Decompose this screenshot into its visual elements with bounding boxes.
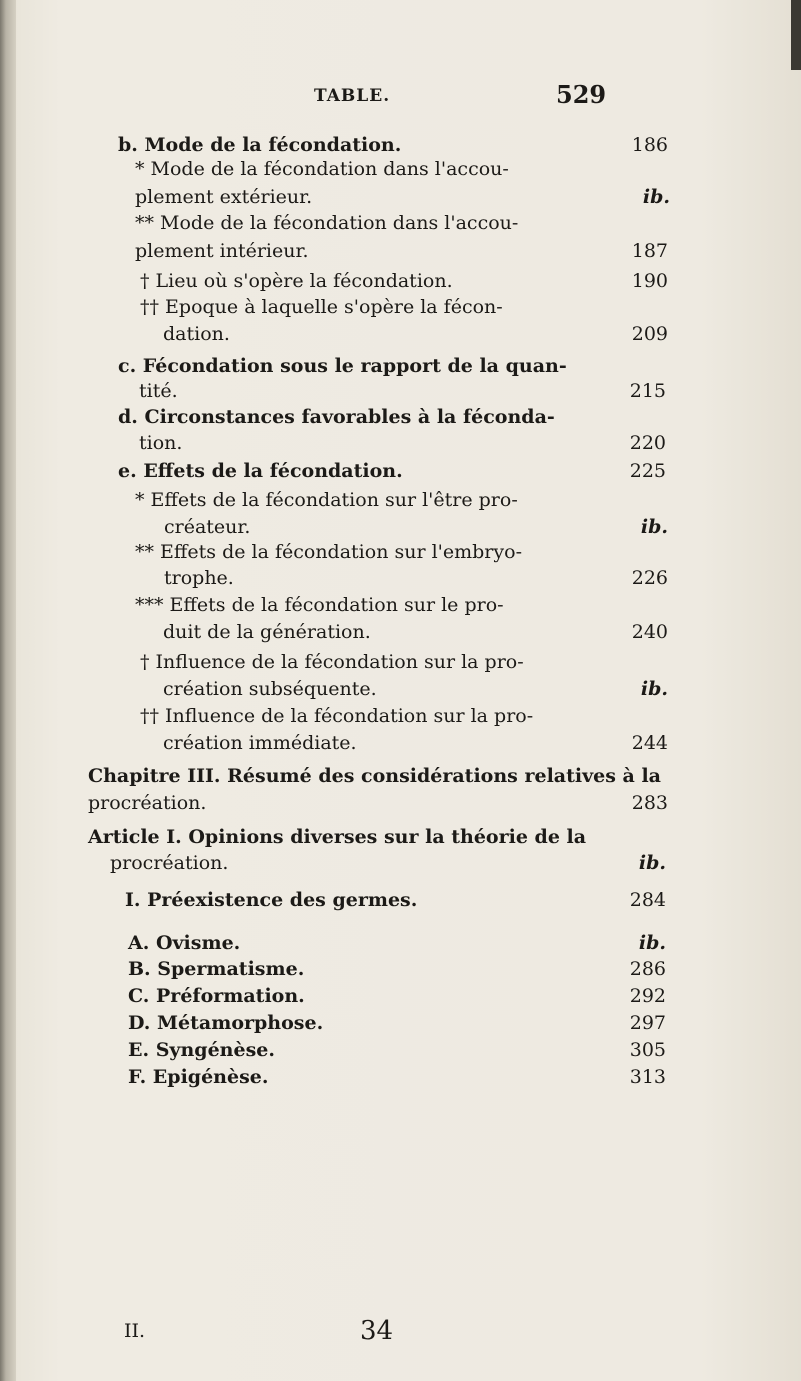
running-head	[0, 80, 801, 116]
toc-entry-text: Article I. Opinions diverses sur la théorie de la	[88, 826, 587, 848]
signature-number: 34	[360, 1316, 394, 1346]
toc-entry-text: procréation.	[88, 792, 207, 814]
toc-entry-page: 225	[629, 460, 666, 482]
toc-entry-page: 286	[629, 958, 666, 980]
toc-entry	[0, 889, 801, 919]
toc-entry-text: †† Epoque à laquelle s'opère la fécon-	[140, 296, 503, 318]
toc-entry-page: 190	[631, 270, 668, 292]
toc-entry-page: 220	[629, 432, 666, 454]
toc-entry	[0, 852, 801, 882]
toc-entry	[0, 489, 801, 519]
toc-entry-page: 284	[629, 889, 666, 911]
toc-entry	[0, 621, 801, 651]
toc-entry-text: C. Préformation.	[128, 985, 305, 1007]
toc-entry-text: e. Effets de la fécondation.	[118, 460, 403, 482]
toc-entry-text: tité.	[139, 380, 178, 402]
running-head-title: TABLE.	[314, 86, 391, 106]
toc-entry-text: tion.	[139, 432, 183, 454]
toc-entry	[0, 678, 801, 708]
toc-entry-page: 292	[629, 985, 666, 1007]
toc-entry	[0, 732, 801, 762]
toc-entry-text: ** Mode de la fécondation dans l'accou-	[135, 212, 519, 234]
toc-entry-page: 297	[629, 1012, 666, 1034]
toc-entry	[0, 792, 801, 822]
toc-entry	[0, 240, 801, 270]
toc-entry-page: 244	[631, 732, 668, 754]
toc-entry-text: créateur.	[164, 516, 251, 538]
toc-entry-text: b. Mode de la fécondation.	[118, 134, 402, 156]
toc-entry-text: *** Effets de la fécondation sur le pro-	[135, 594, 504, 616]
toc-entry-text: procréation.	[110, 852, 229, 874]
toc-entry-text: † Lieu où s'opère la fécondation.	[140, 270, 453, 292]
toc-entry-page: ib.	[638, 852, 666, 874]
toc-entry-page: ib.	[638, 932, 666, 954]
toc-entry-text: création immédiate.	[163, 732, 357, 754]
toc-entry-text: duit de la génération.	[163, 621, 371, 643]
toc-entry-text: c. Fécondation sous le rapport de la quan-	[118, 355, 567, 377]
page-corner-shadow	[791, 0, 801, 70]
running-head-page-number: 529	[556, 80, 607, 109]
toc-entry-text: † Influence de la fécondation sur la pro-	[140, 651, 524, 673]
toc-entry-page: 209	[631, 323, 668, 345]
toc-entry-page: 186	[631, 134, 668, 156]
toc-entry-page: ib.	[640, 516, 668, 538]
toc-entry-page: 226	[631, 567, 668, 589]
toc-entry-text: plement extérieur.	[135, 186, 313, 208]
toc-entry	[0, 460, 801, 490]
toc-entry	[0, 158, 801, 188]
toc-entry	[0, 594, 801, 624]
toc-entry-page: ib.	[642, 186, 670, 208]
toc-entry-page: 313	[629, 1066, 666, 1088]
toc-entry-text: †† Influence de la fécondation sur la pro-	[140, 705, 534, 727]
toc-entry	[0, 1039, 801, 1069]
toc-entry	[0, 567, 801, 597]
toc-entry	[0, 705, 801, 735]
toc-entry-page: 283	[631, 792, 668, 814]
toc-entry-text: dation.	[163, 323, 230, 345]
toc-entry-page: 240	[631, 621, 668, 643]
toc-entry	[0, 651, 801, 681]
toc-entry-text: d. Circonstances favorables à la féconda-	[118, 406, 555, 428]
toc-entry	[0, 958, 801, 988]
toc-entry-text: F. Epigénèse.	[128, 1066, 269, 1088]
toc-entry-text: * Effets de la fécondation sur l'être pro-	[135, 489, 518, 511]
toc-entry-text: I. Préexistence des germes.	[125, 889, 418, 911]
toc-entry-text: trophe.	[164, 567, 234, 589]
toc-entry-page: ib.	[640, 678, 668, 700]
toc-entry-page: 305	[629, 1039, 666, 1061]
toc-entry-text: plement intérieur.	[135, 240, 309, 262]
toc-entry	[0, 432, 801, 462]
toc-entry	[0, 296, 801, 326]
toc-entry-text: B. Spermatisme.	[128, 958, 305, 980]
toc-entry-text: ** Effets de la fécondation sur l'embryo-	[135, 541, 522, 563]
toc-entry-text: Chapitre III. Résumé des considérations relatives à la	[88, 765, 661, 787]
toc-entry-text: D. Métamorphose.	[128, 1012, 324, 1034]
toc-entry-text: E. Syngénèse.	[128, 1039, 275, 1061]
toc-entry-text: A. Ovisme.	[128, 932, 241, 954]
signature-volume: II.	[124, 1320, 146, 1342]
toc-entry	[0, 1012, 801, 1042]
toc-entry-page: 215	[629, 380, 666, 402]
printer-signature	[0, 1316, 801, 1350]
toc-entry	[0, 1066, 801, 1096]
toc-entry-page: 187	[631, 240, 668, 262]
toc-entry	[0, 212, 801, 242]
toc-entry	[0, 765, 801, 795]
toc-entry	[0, 985, 801, 1015]
toc-entry-text: création subséquente.	[163, 678, 377, 700]
toc-entry-text: * Mode de la fécondation dans l'accou-	[135, 158, 509, 180]
toc-entry	[0, 323, 801, 353]
